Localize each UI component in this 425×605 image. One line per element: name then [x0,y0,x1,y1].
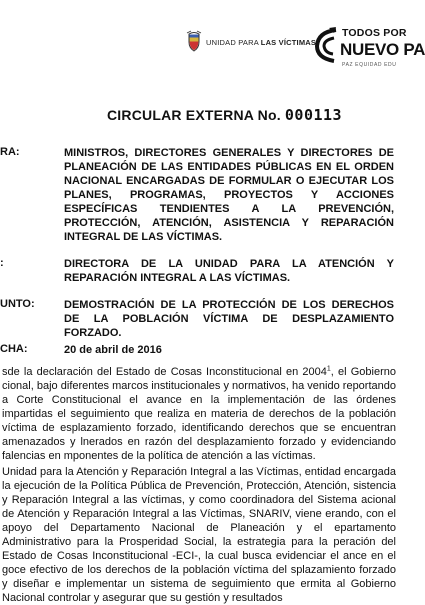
circular-title [107,106,342,124]
circular-label: CIRCULAR EXTERNA No. [107,107,281,123]
de-value: DIRECTORA DE LA UNIDAD PARA LA ATENCIÓN Y REPARACIÓN INTEGRAL A LAS VÍCTIMAS. [64,258,394,284]
circular-number: 000113 [284,106,343,124]
asunto-value: DEMOSTRACIÓN DE LA PROTECCIÓN DE LOS DERECHOS DE LA POBLACIÓN VÍCTIMA DE DESPLAZAMIENTO FORZADO. [64,299,394,339]
todos-por-un-nuevo-pais-logo [314,22,425,72]
gov-logo-line1: TODOS POR [342,27,407,39]
fecha-label: CHA: [0,343,28,355]
dove-mark-icon [314,26,338,64]
gov-logo-line2: NUEVO PA [340,40,425,59]
de-label: : [0,257,4,269]
colombia-crest-icon [186,31,202,53]
asunto-label: UNTO: [0,298,35,310]
para-value: MINISTROS, DIRECTORES GENERALES Y DIRECTORES DE PLANEACIÓN DE LAS ENTIDADES PÚBLICAS EN EL ORDEN NACIONAL ENCARGADAS DE FORMULAR O EJECUTAR LOS PLANES, PROGRAMAS, PROYECTOS Y ACCIONES ESPECÍFICAS TENDIENTES A LA PREVENCIÓN, PROTECCIÓN, ATENCIÓN, ASISTENCIA Y REPARACIÓN INTEGRAL DE LAS VÍCTIMAS. [64,147,394,243]
gov-logo-tagline: PAZ EQUIDAD EDU [342,62,397,68]
footnote-ref: 1 [326,365,331,373]
body-paragraph-2: Unidad para la Atención y Reparación Integral a las Víctimas, entidad encargada la ejecución de la Política Pública de Prevención, Protección, Atención, sistencia y Reparación Integral a las víctimas, y como coordinadora del Sistema acional de Atención y Reparación Integral a las Víctimas, SNARIV, viene erando, con el apoyo del Departamento Nacional de Planeación y el epartamento Administrativo para la Prosperidad Social, la estrategia para la peración del Estado de Cosas Inconstitucional -ECI-, la cual busca evidenciar el ance en el goce efectivo de los derechos de la población víctima del splazamiento forzado y diseñar e implementar un sistema de seguimiento que ermita al Gobierno Nacional controlar y asegurar que su gestión y resultados [2,466,396,604]
para-label: RA: [0,146,20,158]
unit-logo-text: UNIDAD PARA LAS VÍCTIMAS [206,38,317,47]
fecha-value: 20 de abril de 2016 [64,344,162,356]
body-paragraph-1: sde la declaración del Estado de Cosas Inconstitucional en 2004$^1$, el Gobierno cional, bajo diferentes marcos institucionales y normativos, ha venido reportando a Corte Constitucional el avance en la implementación de las órdenes impartidas el seguimiento que realiza en materia de derechos de la población víctima de esplazamiento forzado, identificando derechos que se encuentran amenazados y lnerados en razón del desplazamiento forzado y evidenciando falencias en mponentes de la política de atención a las víctimas. [2,365,396,462]
